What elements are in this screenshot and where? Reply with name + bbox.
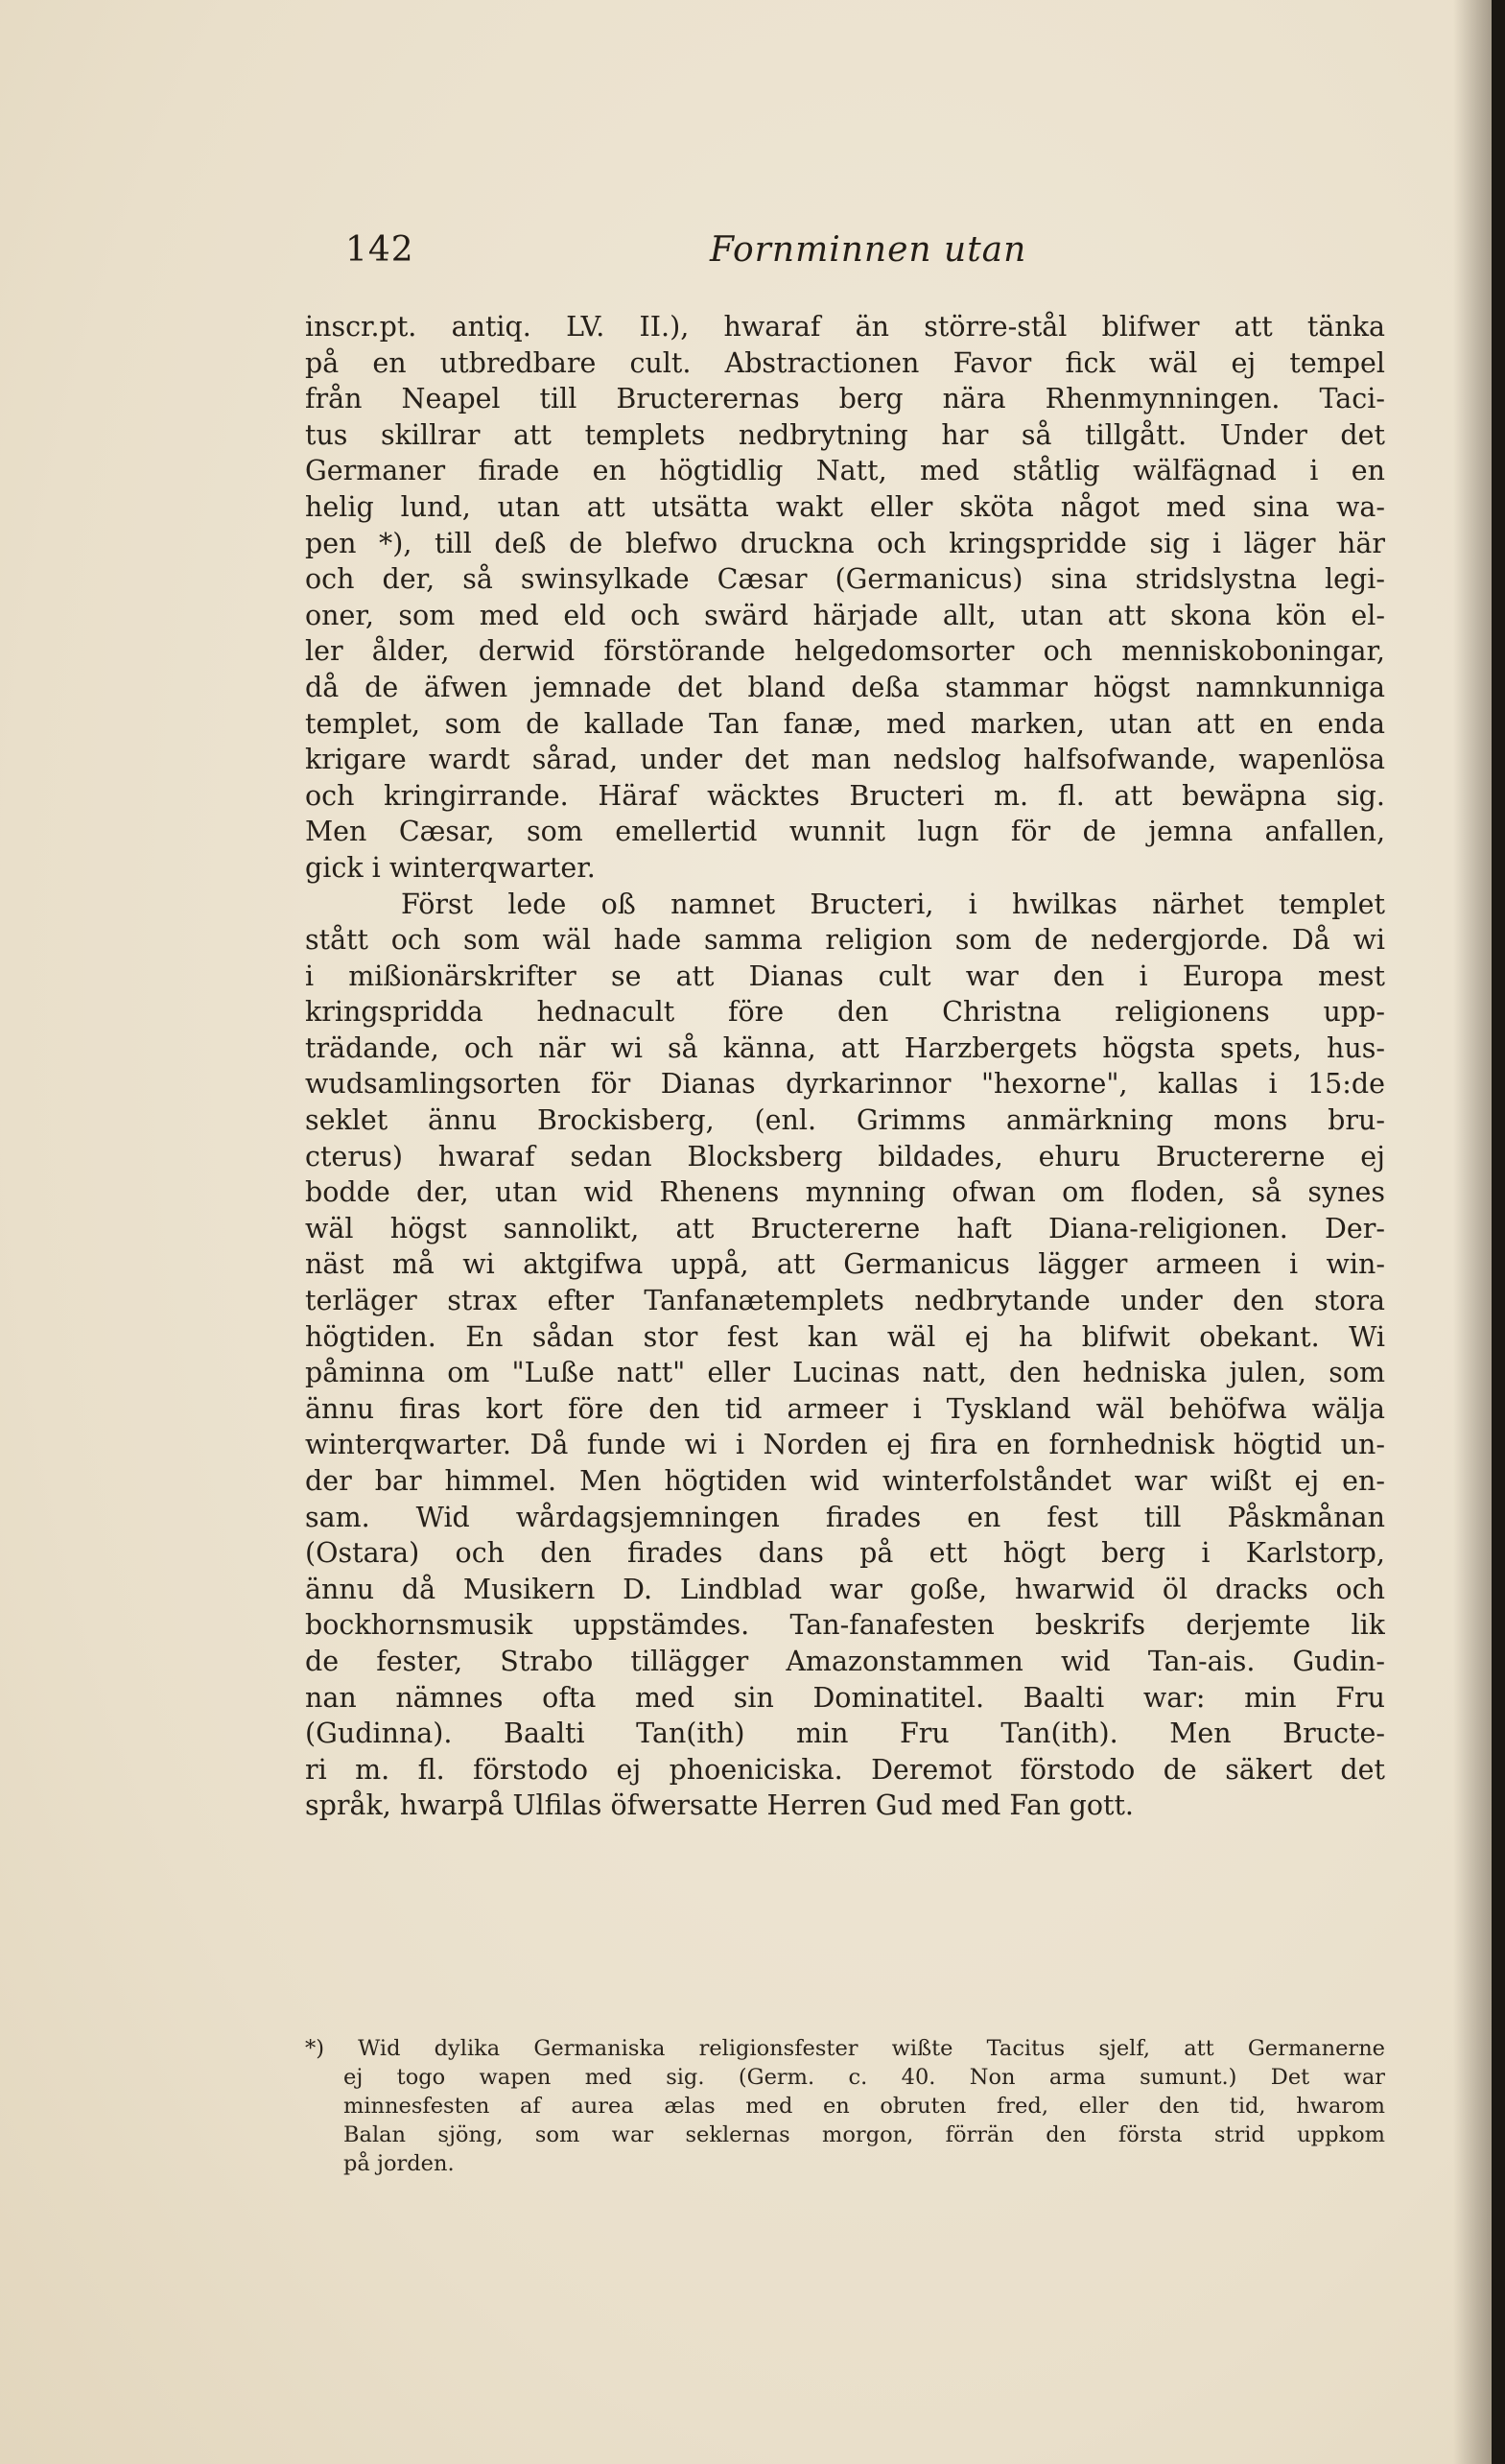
footnote-line: minnesfesten af aurea ælas med en obruten fred, eller den tid, hwarom bbox=[343, 2094, 1385, 2119]
text-line: terläger strax efter Tanfanætemplets nedbrytande under den stora bbox=[305, 1285, 1385, 1317]
text-line: winterqwarter. Då funde wi i Norden ej fira en fornhednisk högtid un- bbox=[305, 1429, 1385, 1461]
page-number: 142 bbox=[345, 230, 414, 270]
text-line: påminna om "Luße natt" eller Lucinas natt, den hedniska julen, som bbox=[305, 1357, 1385, 1389]
text-line: tus skillrar att templets nedbrytning har så tillgått. Under det bbox=[305, 418, 1385, 451]
text-line: Först lede oß namnet Bructeri, i hwilkas närhet templet bbox=[401, 888, 1385, 920]
page-edge-shadow bbox=[1453, 0, 1492, 2464]
text-line: ri m. fl. förstodo ej phoeniciska. Deremot förstodo de säkert det bbox=[305, 1753, 1385, 1786]
text-line: högtiden. En sådan stor fest kan wäl ej ha blifwit obekant. Wi bbox=[305, 1320, 1385, 1353]
text-line: de fester, Strabo tillägger Amazonstammen wid Tan-ais. Gudin- bbox=[305, 1645, 1385, 1677]
text-line: pen *), till deß de blefwo druckna och kringspridde sig i läger här bbox=[305, 527, 1385, 559]
text-line: gick i winterqwarter. bbox=[305, 851, 596, 884]
text-line: i mißionärskrifter se att Dianas cult war den i Europa mest bbox=[305, 960, 1385, 992]
text-line: språk, hwarpå Ulfilas öfwersatte Herren Gud med Fan gott. bbox=[305, 1789, 1134, 1822]
text-line: ännu då Musikern D. Lindblad war goße, hwarwid öl dracks och bbox=[305, 1573, 1385, 1605]
text-line: bockhornsmusik uppstämdes. Tan-fanafesten beskrifs derjemte lik bbox=[305, 1609, 1385, 1642]
text-line: bodde der, utan wid Rhenens mynning ofwan om floden, så synes bbox=[305, 1176, 1385, 1209]
page-header bbox=[345, 230, 1189, 288]
text-line: helig lund, utan att utsätta wakt eller sköta något med sina wa- bbox=[305, 490, 1385, 523]
text-line: trädande, och när wi så känna, att Harzbergets högsta spets, hus- bbox=[305, 1031, 1385, 1064]
text-line: inscr.pt. antiq. LV. II.), hwaraf än större-stål blifwer att tänka bbox=[305, 311, 1385, 343]
footnote-line: *) Wid dylika Germaniska religionsfester wißte Tacitus sjelf, att Germanerne bbox=[305, 2036, 1385, 2061]
text-line: ännu firas kort före den tid armeer i Tyskland wäl behöfwa wälja bbox=[305, 1392, 1385, 1425]
text-line: sam. Wid wårdagsjemningen firades en fest till Påskmånan bbox=[305, 1501, 1385, 1533]
text-line: wäl högst sannolikt, att Bructererne haft Diana-religionen. Der- bbox=[305, 1212, 1385, 1244]
text-line: nan nämnes ofta med sin Dominatitel. Baalti war: min Fru bbox=[305, 1681, 1385, 1714]
text-line: der bar himmel. Men högtiden wid winterfolståndet war wißt ej en- bbox=[305, 1465, 1385, 1497]
text-line: stått och som wäl hade samma religion som de nedergjorde. Då wi bbox=[305, 924, 1385, 957]
text-line: då de äfwen jemnade det bland deßa stammar högst namnkunniga bbox=[305, 671, 1385, 703]
footnote-line: ej togo wapen med sig. (Germ. c. 40. Non arma sumunt.) Det war bbox=[343, 2065, 1385, 2090]
footnote-line: på jorden. bbox=[343, 2151, 455, 2176]
text-line: oner, som med eld och swärd härjade allt, utan att skona kön el- bbox=[305, 599, 1385, 631]
text-line: Germaner firade en högtidlig Natt, med ståtlig wälfägnad i en bbox=[305, 455, 1385, 487]
text-line: seklet ännu Brockisberg, (enl. Grimms anmärkning mons bru- bbox=[305, 1104, 1385, 1137]
footnote-line: Balan sjöng, som war seklernas morgon, förrän den första strid uppkom bbox=[343, 2122, 1385, 2147]
text-line: näst må wi aktgifwa uppå, att Germanicus lägger armeen i win- bbox=[305, 1248, 1385, 1281]
text-line: krigare wardt sårad, under det man nedslog halfsofwande, wapenlösa bbox=[305, 744, 1385, 776]
text-line: wudsamlingsorten för Dianas dyrkarinnor "hexorne", kallas i 15:de bbox=[305, 1068, 1385, 1101]
text-line: från Neapel till Bructerernas berg nära Rhenmynningen. Taci- bbox=[305, 383, 1385, 415]
text-line: (Ostara) och den firades dans på ett högt berg i Karlstorp, bbox=[305, 1537, 1385, 1570]
running-head: Fornminnen utan bbox=[710, 230, 1027, 270]
text-line: templet, som de kallade Tan fanæ, med marken, utan att en enda bbox=[305, 707, 1385, 740]
text-line: kringspridda hednacult före den Christna religionens upp- bbox=[305, 996, 1385, 1029]
text-line: och der, så swinsylkade Cæsar (Germanicus) sina stridslystna legi- bbox=[305, 563, 1385, 596]
text-line: på en utbredbare cult. Abstractionen Favor fick wäl ej tempel bbox=[305, 346, 1385, 379]
text-line: (Gudinna). Baalti Tan(ith) min Fru Tan(ith). Men Bructe- bbox=[305, 1718, 1385, 1750]
text-line: ler ålder, derwid förstörande helgedomsorter och menniskoboningar, bbox=[305, 635, 1385, 668]
text-line: cterus) hwaraf sedan Blocksberg bildades, ehuru Bructererne ej bbox=[305, 1140, 1385, 1173]
body-text bbox=[305, 309, 1385, 1978]
footnote bbox=[305, 2034, 1385, 2207]
text-line: och kringirrande. Häraf wäcktes Bructeri m. fl. att bewäpna sig. bbox=[305, 779, 1385, 812]
text-line: Men Cæsar, som emellertid wunnit lugn för de jemna anfallen, bbox=[305, 816, 1385, 848]
